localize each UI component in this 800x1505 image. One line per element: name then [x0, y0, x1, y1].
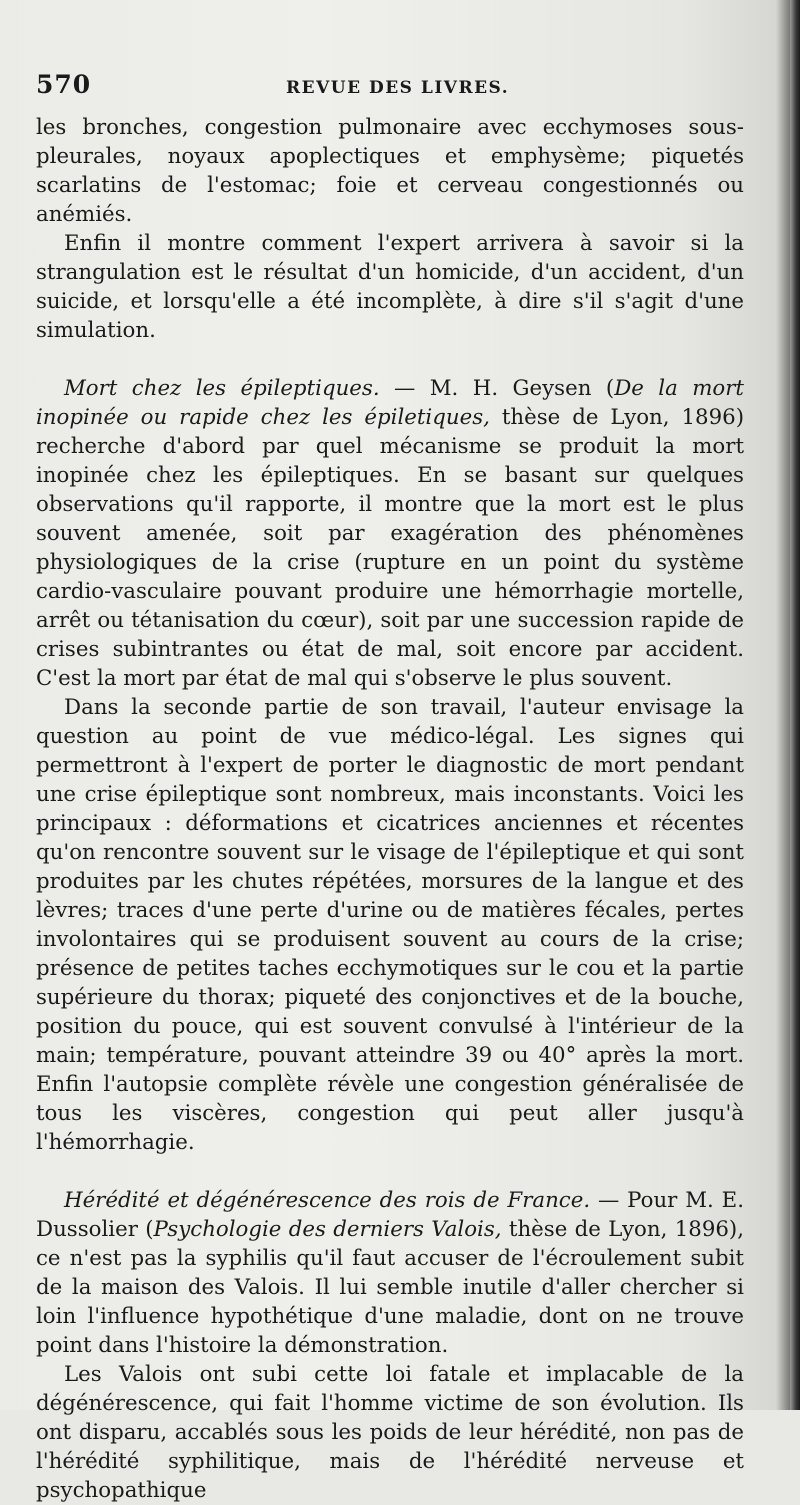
paragraph-degenerescence: Les Valois ont subi cette loi fatale et implacable de la dégénérescence, qui fait l'homme victime de son évolution. Ils ont disparu, accablés sous les poids de leur hérédité, non pas de l'hérédité syphilitique, mais de l'hérédité nerveuse et psychopathique [36, 1362, 744, 1503]
section-title-epileptiques: Mort chez les épileptiques. [64, 376, 380, 401]
cited-work-valois: Psychologie des derniers Valois, [153, 1217, 502, 1242]
paragraph-continuation: les bronches, congestion pulmonaire avec ecchymoses sous-pleurales, noyaux apoplectiques et emphysème; piquetés scarlatins de l'estomac; foie et cerveau congestionnés ou anémiés. [36, 115, 744, 227]
page-body [36, 113, 744, 1505]
page-spine-shadow [790, 0, 800, 1410]
section-title-valois: Hérédité et dégénérescence des rois de France. [64, 1188, 591, 1213]
section-text-valois: thèse de Lyon, 1896), ce n'est pas la syphilis qu'il faut accuser de l'écroulement subit de la maison des Valois. Il lui semble inutile d'aller chercher si loin l'influence hypothétique d'une maladie, dont on ne trouve point dans l'histoire la démonstration. [36, 1217, 744, 1358]
running-head: REVUE DES LIVRES. [286, 78, 510, 98]
section-author-epileptiques: — M. H. Geysen ( [379, 376, 615, 401]
page-header [36, 70, 760, 106]
section-epileptiques [36, 374, 744, 693]
page-number: 570 [36, 70, 92, 99]
section-valois [36, 1186, 744, 1360]
paragraph-medico-legal: Dans la seconde partie de son travail, l'auteur envisage la question au point de vue médico-légal. Les signes qui permettront à l'expert de porter le diagnostic de mort pendant une crise épileptique sont nombreux, mais inconstants. Voici les principaux : déformations et cicatrices anciennes et récentes qu'on rencontre souvent sur le visage de l'épileptique et qui sont produites par les chutes répétées, morsures de la langue et des lèvres; traces d'une perte d'urine ou de matières fécales, pertes involontaires qui se produisent souvent au cours de la crise; présence de petites taches ecchymotiques sur le cou et la partie supérieure du thorax; piqueté des conjonctives et de la bouche, position du pouce, qui est souvent convulsé à l'intérieur de la main; température, pouvant atteindre 39 ou 40° après la mort. Enfin l'autopsie complète révèle une congestion généralisée de tous les viscères, congestion qui peut aller jusqu'à l'hémorrhagie. [36, 695, 744, 1155]
paragraph-strangulation: Enfin il montre comment l'expert arrivera à savoir si la strangulation est le résultat d'un homicide, d'un accident, d'un suicide, et lorsqu'elle a été incomplète, à dire s'il s'agit d'une simulation. [36, 231, 744, 343]
section-author-valois: — Pour M. E. Dussolier ( [36, 1188, 744, 1242]
cited-work-epileptiques: De la mort inopinée ou rapide chez les épiletiques, [36, 376, 744, 430]
section-text-epileptiques: thèse de Lyon, 1896) recherche d'abord par quel mécanisme se produit la mort inopinée chez les épileptiques. En se basant sur quelques observations qu'il rapporte, il montre que la mort est le plus souvent amenée, soit par exagération des phénomènes physiologiques de la crise (rupture en un point du système cardio-vasculaire pouvant produire une hémorrhagie mortelle, arrêt ou tétanisation du cœur), soit par une succession rapide de crises subintrantes ou état de mal, soit encore par accident. C'est la mort par état de mal qui s'observe le plus souvent. [36, 405, 744, 691]
